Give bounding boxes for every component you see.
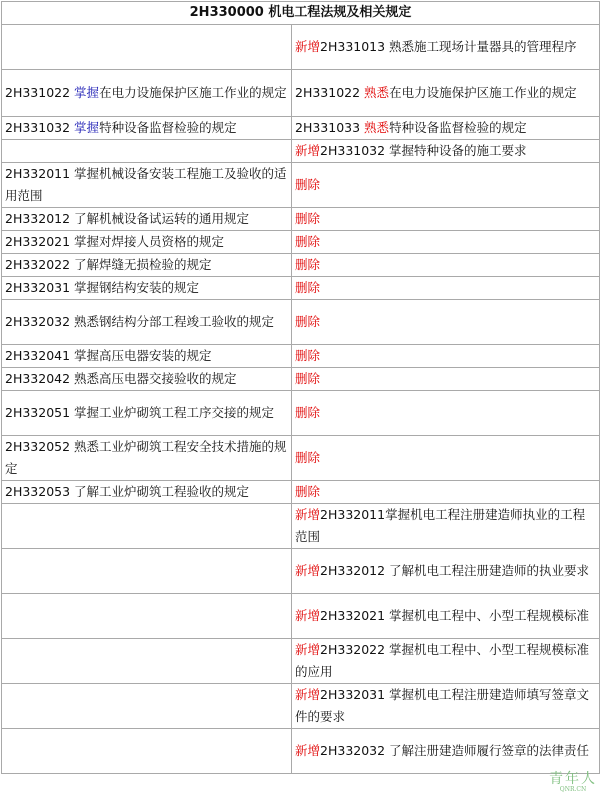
item-text: 特种设备监督检验的规定 bbox=[389, 120, 527, 135]
new-item-cell bbox=[292, 70, 600, 117]
item-text: 2H332052 熟悉工业炉砌筑工程安全技术措施的规定 bbox=[5, 439, 287, 476]
regulation-comparison-table bbox=[1, 1, 600, 774]
old-item-cell bbox=[2, 639, 292, 684]
item-text: 2H332032 了解注册建造师履行签章的法律责任 bbox=[320, 743, 590, 758]
change-marker: 删除 bbox=[295, 484, 321, 499]
item-text: 2H332012 了解机电工程注册建造师的执业要求 bbox=[320, 563, 590, 578]
item-text: 2H332011 掌握机械设备安装工程施工及验收的适用范围 bbox=[5, 166, 287, 203]
table-row bbox=[2, 368, 600, 391]
item-text: 2H332022 掌握机电工程中、小型工程规模标准的应用 bbox=[295, 642, 590, 679]
old-item-cell bbox=[2, 163, 292, 208]
change-marker: 新增 bbox=[295, 507, 321, 522]
regulation-table-container bbox=[1, 1, 599, 774]
watermark-main-text: 青年人 bbox=[549, 771, 597, 787]
change-marker: 熟悉 bbox=[364, 120, 390, 135]
change-marker: 新增 bbox=[295, 39, 321, 54]
new-item-cell bbox=[292, 436, 600, 481]
new-item-cell bbox=[292, 208, 600, 231]
table-row bbox=[2, 729, 600, 774]
old-item-cell bbox=[2, 140, 292, 163]
change-marker: 新增 bbox=[295, 563, 321, 578]
old-item-cell bbox=[2, 208, 292, 231]
old-item-cell bbox=[2, 436, 292, 481]
old-item-cell bbox=[2, 300, 292, 345]
old-item-cell bbox=[2, 504, 292, 549]
change-marker: 删除 bbox=[295, 348, 321, 363]
table-row bbox=[2, 208, 600, 231]
item-text: 2H331032 bbox=[5, 120, 75, 135]
watermark-logo bbox=[549, 772, 597, 793]
old-item-cell bbox=[2, 345, 292, 368]
table-row bbox=[2, 25, 600, 70]
table-title: 2H330000 机电工程法规及相关规定 bbox=[2, 2, 600, 25]
change-marker: 删除 bbox=[295, 177, 321, 192]
item-text: 2H331033 bbox=[295, 120, 365, 135]
change-marker: 删除 bbox=[295, 371, 321, 386]
item-text: 2H332021 掌握对焊接人员资格的规定 bbox=[5, 234, 225, 249]
item-text: 2H331013 熟悉施工现场计量器具的管理程序 bbox=[320, 39, 577, 54]
table-row bbox=[2, 163, 600, 208]
change-marker: 删除 bbox=[295, 450, 321, 465]
item-text: 2H332053 了解工业炉砌筑工程验收的规定 bbox=[5, 484, 250, 499]
table-row bbox=[2, 684, 600, 729]
table-row bbox=[2, 481, 600, 504]
item-text: 2H331022 bbox=[5, 85, 75, 100]
change-marker: 删除 bbox=[295, 314, 321, 329]
item-text: 2H332042 熟悉高压电器交接验收的规定 bbox=[5, 371, 237, 386]
table-row bbox=[2, 436, 600, 481]
title-row bbox=[2, 2, 600, 25]
new-item-cell bbox=[292, 231, 600, 254]
table-row bbox=[2, 639, 600, 684]
change-marker: 掌握 bbox=[74, 120, 100, 135]
old-item-cell bbox=[2, 549, 292, 594]
table-row bbox=[2, 231, 600, 254]
old-item-cell bbox=[2, 70, 292, 117]
new-item-cell bbox=[292, 481, 600, 504]
new-item-cell bbox=[292, 594, 600, 639]
item-text: 2H332032 熟悉钢结构分部工程竣工验收的规定 bbox=[5, 314, 275, 329]
item-text: 2H332041 掌握高压电器安装的规定 bbox=[5, 348, 212, 363]
table-row bbox=[2, 277, 600, 300]
item-text: 在电力设施保护区施工作业的规定 bbox=[99, 85, 287, 100]
change-marker: 删除 bbox=[295, 211, 321, 226]
new-item-cell bbox=[292, 277, 600, 300]
change-marker: 新增 bbox=[295, 687, 321, 702]
item-text: 2H332051 掌握工业炉砌筑工程工序交接的规定 bbox=[5, 405, 275, 420]
table-row bbox=[2, 140, 600, 163]
old-item-cell bbox=[2, 231, 292, 254]
new-item-cell bbox=[292, 684, 600, 729]
change-marker: 删除 bbox=[295, 234, 321, 249]
change-marker: 新增 bbox=[295, 743, 321, 758]
item-text: 2H332031 掌握钢结构安装的规定 bbox=[5, 280, 200, 295]
table-row bbox=[2, 391, 600, 436]
change-marker: 删除 bbox=[295, 257, 321, 272]
table-row bbox=[2, 504, 600, 549]
table-row bbox=[2, 300, 600, 345]
old-item-cell bbox=[2, 729, 292, 774]
new-item-cell bbox=[292, 300, 600, 345]
change-marker: 删除 bbox=[295, 280, 321, 295]
new-item-cell bbox=[292, 117, 600, 140]
table-row bbox=[2, 345, 600, 368]
table-row bbox=[2, 254, 600, 277]
item-text: 在电力设施保护区施工作业的规定 bbox=[389, 85, 577, 100]
new-item-cell bbox=[292, 140, 600, 163]
item-text: 2H331022 bbox=[295, 85, 365, 100]
new-item-cell bbox=[292, 504, 600, 549]
table-row bbox=[2, 594, 600, 639]
change-marker: 删除 bbox=[295, 405, 321, 420]
old-item-cell bbox=[2, 391, 292, 436]
new-item-cell bbox=[292, 729, 600, 774]
new-item-cell bbox=[292, 639, 600, 684]
item-text: 特种设备监督检验的规定 bbox=[99, 120, 237, 135]
old-item-cell bbox=[2, 117, 292, 140]
old-item-cell bbox=[2, 594, 292, 639]
old-item-cell bbox=[2, 277, 292, 300]
table-row bbox=[2, 117, 600, 140]
new-item-cell bbox=[292, 549, 600, 594]
old-item-cell bbox=[2, 481, 292, 504]
change-marker: 新增 bbox=[295, 608, 321, 623]
item-text: 2H332022 了解焊缝无损检验的规定 bbox=[5, 257, 212, 272]
item-text: 2H332021 掌握机电工程中、小型工程规模标准 bbox=[320, 608, 590, 623]
item-text: 2H332012 了解机械设备试运转的通用规定 bbox=[5, 211, 250, 226]
watermark-sub-text: QNR.CN bbox=[559, 786, 587, 793]
table-row bbox=[2, 549, 600, 594]
item-text: 2H332011掌握机电工程注册建造师执业的工程范围 bbox=[295, 507, 586, 544]
new-item-cell bbox=[292, 391, 600, 436]
old-item-cell bbox=[2, 368, 292, 391]
change-marker: 新增 bbox=[295, 642, 321, 657]
table-row bbox=[2, 70, 600, 117]
change-marker: 掌握 bbox=[74, 85, 100, 100]
new-item-cell bbox=[292, 163, 600, 208]
new-item-cell bbox=[292, 368, 600, 391]
old-item-cell bbox=[2, 684, 292, 729]
new-item-cell bbox=[292, 25, 600, 70]
table-body bbox=[2, 2, 600, 774]
item-text: 2H332031 掌握机电工程注册建造师填写签章文件的要求 bbox=[295, 687, 590, 724]
new-item-cell bbox=[292, 345, 600, 368]
old-item-cell bbox=[2, 25, 292, 70]
change-marker: 熟悉 bbox=[364, 85, 390, 100]
change-marker: 新增 bbox=[295, 143, 321, 158]
item-text: 2H331032 掌握特种设备的施工要求 bbox=[320, 143, 527, 158]
old-item-cell bbox=[2, 254, 292, 277]
new-item-cell bbox=[292, 254, 600, 277]
